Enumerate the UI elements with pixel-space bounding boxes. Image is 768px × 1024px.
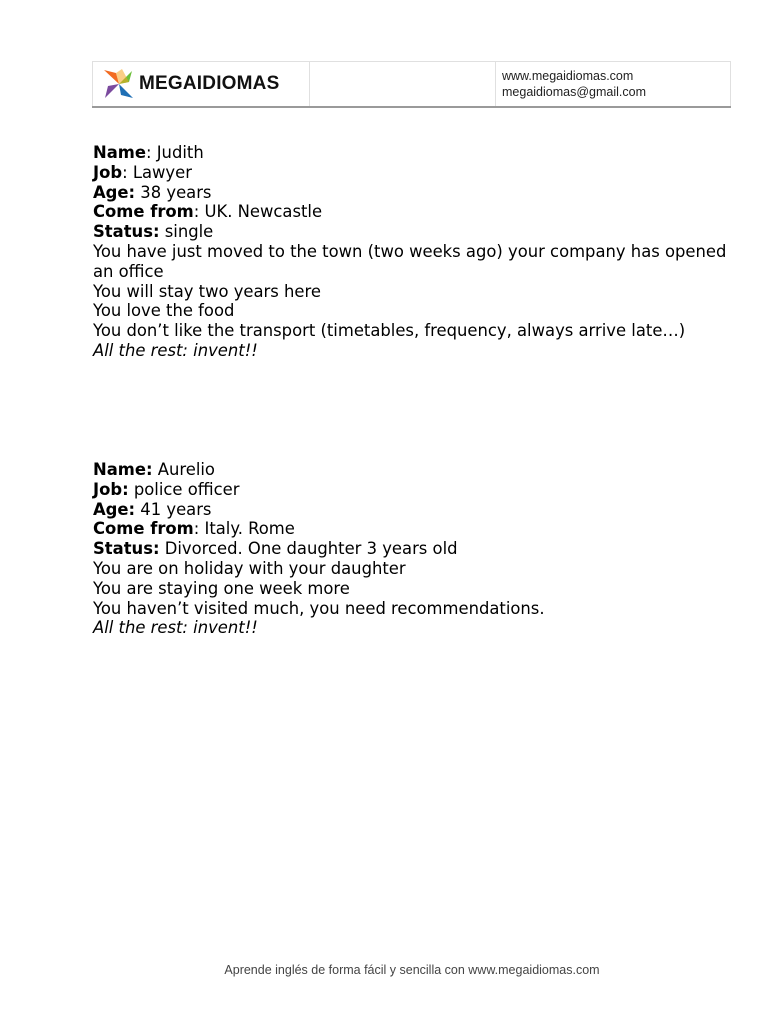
job-value: police officer xyxy=(133,479,240,499)
age-value: 38 years xyxy=(135,182,212,202)
age-line xyxy=(93,183,733,203)
status-label: Status: xyxy=(93,539,160,559)
come-from-sep: : xyxy=(193,202,205,222)
note-line: You haven’t visited much, you need recommendations. xyxy=(93,598,545,618)
name-sep: : xyxy=(145,143,157,162)
note-line: You have just moved to the town (two weeks ago) your company has opened an office xyxy=(93,241,732,281)
name-line xyxy=(93,143,733,163)
job-line xyxy=(93,163,733,183)
come-from-value: Italy. Rome xyxy=(204,519,295,539)
come-from-value: UK. Newcastle xyxy=(204,202,323,222)
note-line: You love the food xyxy=(93,301,235,321)
note-line: You are staying one week more xyxy=(93,578,350,598)
come-from-line xyxy=(93,202,733,222)
come-from-label: Come from xyxy=(93,519,194,539)
job-label: Job xyxy=(93,162,123,182)
name-value: Judith xyxy=(156,143,204,162)
document-header xyxy=(92,61,731,108)
logo xyxy=(92,62,309,106)
email-link[interactable]: megaidiomas@gmail.com xyxy=(502,85,646,99)
status-value: single xyxy=(159,222,214,242)
profile-card-1 xyxy=(93,143,733,361)
status-value: Divorced. One daughter 3 years old xyxy=(159,539,458,559)
name-label: Name xyxy=(93,143,146,162)
status-line xyxy=(93,539,733,559)
footer-text: Aprende inglés de forma fácil y sencilla con www.megaidiomas.com xyxy=(224,963,600,977)
age-value: 41 years xyxy=(135,499,212,519)
colorful-pinwheel-icon xyxy=(102,67,136,101)
page-footer xyxy=(0,963,768,977)
age-line xyxy=(93,500,733,520)
name-label: Name: xyxy=(93,460,153,479)
job-line xyxy=(93,480,733,500)
closing-instruction: All the rest: invent!! xyxy=(93,618,258,638)
status-label: Status: xyxy=(93,222,160,242)
status-line xyxy=(93,222,733,242)
job-value: Lawyer xyxy=(132,162,192,182)
come-from-line xyxy=(93,519,733,539)
closing-instruction: All the rest: invent!! xyxy=(93,340,258,360)
name-value: Aurelio xyxy=(157,460,215,479)
age-label: Age: xyxy=(93,182,136,202)
come-from-sep: : xyxy=(193,519,205,539)
note-line: You are on holiday with your daughter xyxy=(93,558,406,578)
note-line: You will stay two years here xyxy=(93,281,321,301)
name-line xyxy=(93,460,733,480)
job-label: Job: xyxy=(93,479,129,499)
profile-card-2 xyxy=(93,460,733,638)
age-label: Age: xyxy=(93,499,136,519)
come-from-label: Come from xyxy=(93,202,194,222)
contact-info xyxy=(495,62,731,106)
brand-name: MEGAIDIOMAS xyxy=(139,73,280,94)
note-line: You don’t like the transport (timetables, frequency, always arrive late…) xyxy=(93,321,686,341)
website-link[interactable]: www.megaidiomas.com xyxy=(502,69,634,83)
job-sep: : xyxy=(122,162,133,182)
header-spacer xyxy=(309,62,495,106)
